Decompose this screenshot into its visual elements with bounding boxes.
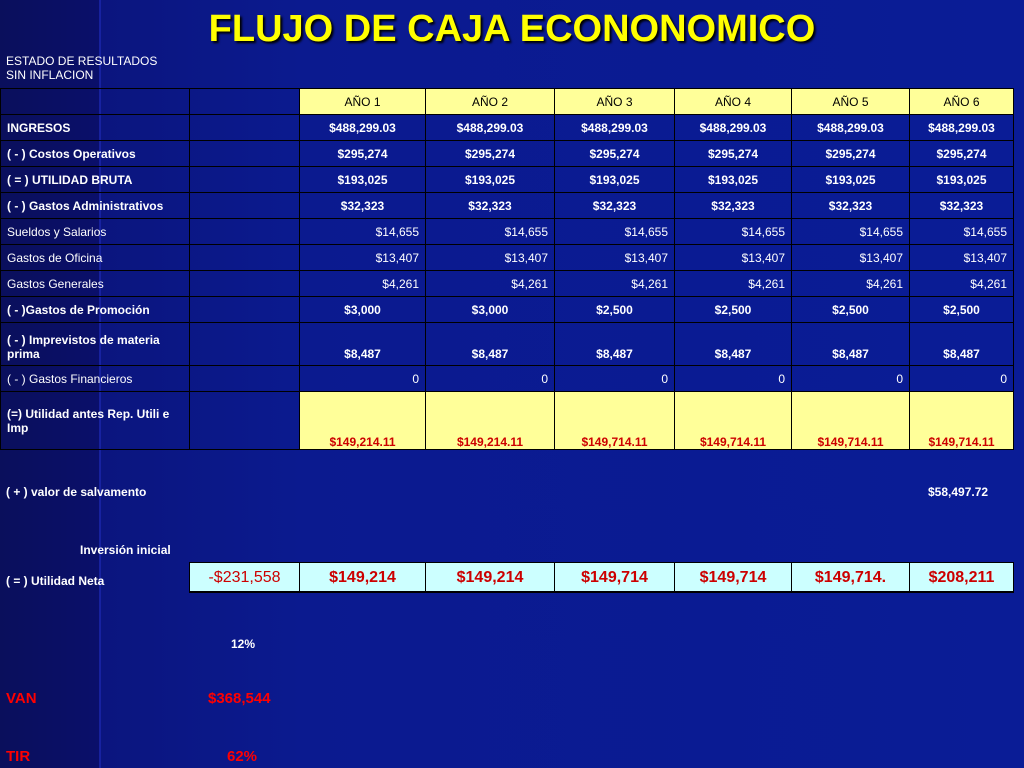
table-cell: 0 [426, 366, 555, 392]
year-header: AÑO 6 [910, 89, 1014, 115]
table-cell: $149,214 [300, 563, 426, 593]
row-label: ( - ) Gastos Financieros [1, 366, 190, 392]
table-cell: $8,487 [555, 323, 675, 366]
year-header: AÑO 2 [426, 89, 555, 115]
table-cell: $193,025 [300, 167, 426, 193]
table-cell: $488,299.03 [792, 115, 910, 141]
table-cell: $149,714.11 [555, 392, 675, 450]
table-cell: $14,655 [300, 219, 426, 245]
table-cell: $193,025 [426, 167, 555, 193]
row-label: ( - ) Gastos Administrativos [1, 193, 190, 219]
table-cell: $295,274 [555, 141, 675, 167]
subtitle-line-2: SIN INFLACION [6, 68, 94, 82]
table-cell: $193,025 [910, 167, 1014, 193]
header-row [1, 89, 1014, 115]
table-cell: 0 [792, 366, 910, 392]
table-cell: $149,214.11 [300, 392, 426, 450]
utilidad-neta-table [189, 562, 1014, 593]
table-cell: 0 [300, 366, 426, 392]
table-cell: $32,323 [910, 193, 1014, 219]
row-label: Sueldos y Salarios [1, 219, 190, 245]
salvamento-value: $58,497.72 [928, 485, 989, 499]
table-cell: $295,274 [300, 141, 426, 167]
table-row-financieros [1, 366, 1014, 392]
table-cell: $14,655 [555, 219, 675, 245]
table-cell: $488,299.03 [910, 115, 1014, 141]
table-cell: $295,274 [675, 141, 792, 167]
table-cell: $2,500 [910, 297, 1014, 323]
subtitle [6, 54, 157, 82]
table-cell: $8,487 [910, 323, 1014, 366]
table-cell: $193,025 [792, 167, 910, 193]
table-row-imprevistos [1, 323, 1014, 366]
empty-cell [190, 245, 300, 271]
table-cell: 0 [910, 366, 1014, 392]
empty-cell [190, 219, 300, 245]
table-cell: $2,500 [675, 297, 792, 323]
table-cell: $14,655 [792, 219, 910, 245]
table-cell: $149,714 [675, 563, 792, 593]
year-header: AÑO 3 [555, 89, 675, 115]
table-shadow [189, 591, 1013, 593]
page-title: FLUJO DE CAJA ECONONOMICO [208, 8, 816, 50]
table-cell: $295,274 [426, 141, 555, 167]
empty-cell [190, 141, 300, 167]
table-cell: $295,274 [792, 141, 910, 167]
table-cell: $2,500 [792, 297, 910, 323]
subtitle-line-1: ESTADO DE RESULTADOS [6, 54, 158, 68]
table-cell: $4,261 [555, 271, 675, 297]
empty-cell [190, 115, 300, 141]
table-cell: $32,323 [792, 193, 910, 219]
table-cell: $295,274 [910, 141, 1014, 167]
empty-cell [190, 167, 300, 193]
table-row-sueldos [1, 219, 1014, 245]
header-empty-cell [1, 89, 190, 115]
row-label: Gastos Generales [1, 271, 190, 297]
table-cell: $149,714. [792, 563, 910, 593]
row-label: ( - ) Imprevistos de materia prima [1, 323, 190, 366]
table-cell: $8,487 [675, 323, 792, 366]
table-cell: $488,299.03 [426, 115, 555, 141]
tir-value: 62% [227, 748, 258, 765]
table-cell: $149,714.11 [910, 392, 1014, 450]
year-header: AÑO 1 [300, 89, 426, 115]
table-cell: $149,714.11 [792, 392, 910, 450]
year-header: AÑO 5 [792, 89, 910, 115]
table-cell: $13,407 [426, 245, 555, 271]
row-label: ( - )Gastos de Promoción [1, 297, 190, 323]
van-value: $368,544 [208, 690, 271, 707]
empty-cell [190, 193, 300, 219]
table-row-gastos-oficina [1, 245, 1014, 271]
empty-cell [190, 297, 300, 323]
row-label: Gastos de Oficina [1, 245, 190, 271]
empty-cell [190, 323, 300, 366]
table-cell: $14,655 [910, 219, 1014, 245]
table-row-gastos-generales [1, 271, 1014, 297]
table-cell: $193,025 [675, 167, 792, 193]
utilidad-neta-row [190, 563, 1014, 593]
table-cell: $149,714.11 [675, 392, 792, 450]
table-cell: $149,214 [426, 563, 555, 593]
table-row-utilidad-antes [1, 392, 1014, 450]
table-cell: $14,655 [426, 219, 555, 245]
tir-label: TIR [6, 748, 31, 765]
table-cell: $3,000 [300, 297, 426, 323]
row-label: ( = ) UTILIDAD BRUTA [1, 167, 190, 193]
table-cell: $8,487 [792, 323, 910, 366]
row-label: ( - ) Costos Operativos [1, 141, 190, 167]
empty-cell [190, 392, 300, 450]
discount-rate: 12% [231, 637, 256, 651]
table-cell: $488,299.03 [675, 115, 792, 141]
table-cell: $208,211 [910, 563, 1014, 593]
table-cell: $13,407 [910, 245, 1014, 271]
table-cell: $8,487 [426, 323, 555, 366]
table-row-ingresos [1, 115, 1014, 141]
empty-cell [190, 366, 300, 392]
table-cell: $4,261 [300, 271, 426, 297]
table-cell: $149,714 [555, 563, 675, 593]
table-cell: $14,655 [675, 219, 792, 245]
header-empty-cell [190, 89, 300, 115]
table-cell: $13,407 [555, 245, 675, 271]
salvamento-label: ( + ) valor de salvamento [6, 485, 147, 499]
table-cell: $8,487 [300, 323, 426, 366]
table-row-costos [1, 141, 1014, 167]
table-row-promocion [1, 297, 1014, 323]
table-row-utilidad-bruta [1, 167, 1014, 193]
utilidad-neta-label: ( = ) Utilidad Neta [6, 574, 105, 588]
table-cell: $32,323 [555, 193, 675, 219]
table-cell: 0 [675, 366, 792, 392]
table-cell: 0 [555, 366, 675, 392]
table-cell: $4,261 [675, 271, 792, 297]
inversion-label: Inversión inicial [80, 543, 171, 557]
table-cell: $32,323 [675, 193, 792, 219]
table-cell: $149,214.11 [426, 392, 555, 450]
table-cell: $193,025 [555, 167, 675, 193]
empty-cell [190, 271, 300, 297]
table-cell: $2,500 [555, 297, 675, 323]
table-cell: $32,323 [426, 193, 555, 219]
inversion-cell: -$231,558 [190, 563, 300, 593]
table-cell: $4,261 [910, 271, 1014, 297]
table-row-gastos-admin [1, 193, 1014, 219]
row-label: (=) Utilidad antes Rep. Utili e Imp [1, 392, 190, 450]
table-cell: $4,261 [792, 271, 910, 297]
table-cell: $13,407 [675, 245, 792, 271]
table-cell: $32,323 [300, 193, 426, 219]
table-cell: $13,407 [792, 245, 910, 271]
row-label: INGRESOS [1, 115, 190, 141]
table-cell: $3,000 [426, 297, 555, 323]
year-header: AÑO 4 [675, 89, 792, 115]
table-cell: $488,299.03 [300, 115, 426, 141]
table-cell: $488,299.03 [555, 115, 675, 141]
cash-flow-table [0, 88, 1014, 450]
table-cell: $4,261 [426, 271, 555, 297]
table-cell: $13,407 [300, 245, 426, 271]
van-label: VAN [6, 690, 37, 707]
